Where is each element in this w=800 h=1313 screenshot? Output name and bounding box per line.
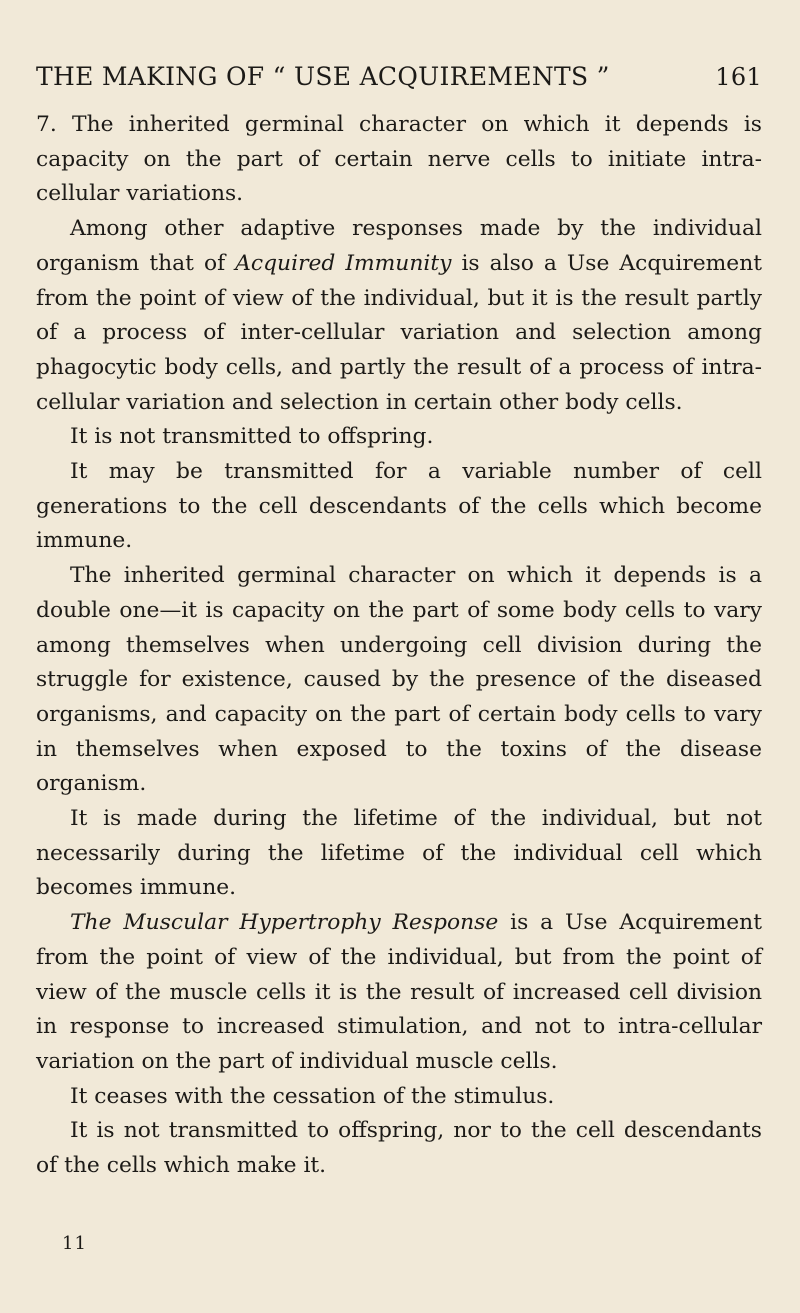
page-number: 161 — [715, 63, 762, 91]
paragraph-3: It is not transmitted to offspring. — [70, 424, 434, 450]
paragraph-6: It is made during the lifetime of the individual, but not necessarily during the lifetime of the individual cell which becomes immune. — [36, 806, 762, 901]
italic-term-muscular-hypertrophy: The Muscular Hypertrophy Response — [70, 910, 499, 936]
paragraph-1: 7. The inherited germinal character on which it depends is capacity on the part of certain nerve cells to initiate intra-cellular variations. — [36, 112, 762, 207]
paragraph-8: It ceases with the cessation of the stimulus. — [70, 1083, 555, 1109]
paragraph-9: It is not transmitted to offspring, nor to the cell descendants of the cells which make it. — [36, 1118, 762, 1179]
paragraph-7: The Muscular Hypertrophy Response is a Use Acquirement from the point of view of the individual, but from the point of view of the muscle cells it is the result of increased cell division in response to increased stimulation, and not to intra-cellular variation on the part of individual muscle cells. — [36, 910, 762, 1074]
running-head — [36, 62, 762, 91]
paragraph-4: It may be transmitted for a variable number of cell generations to the cell descendants of the cells which become immune. — [36, 459, 762, 554]
italic-term-acquired-immunity: Acquired Immunity — [235, 250, 452, 276]
running-title: THE MAKING OF “ USE ACQUIREMENTS ” — [36, 62, 610, 91]
signature-mark: 11 — [62, 1233, 87, 1254]
paragraph-2: Among other adaptive responses made by the individual organism that of Acquired Immunity is also a Use Acquirement from the point of view of the individual, but it is the result partly of a process of inter-cellular variation and selection among phagocytic body cells, and partly the result of a process of intra-cellular variation and selection in certain other body cells. — [36, 216, 763, 415]
body-text — [36, 108, 762, 1184]
paragraph-5: The inherited germinal character on which it depends is a double one—it is capacity on the part of some body cells to vary among themselves when undergoing cell division during the struggle for existence, caused by the presence of the diseased organisms, and capacity on the part of certain body cells to vary in themselves when exposed to the toxins of the disease organism. — [36, 563, 762, 797]
